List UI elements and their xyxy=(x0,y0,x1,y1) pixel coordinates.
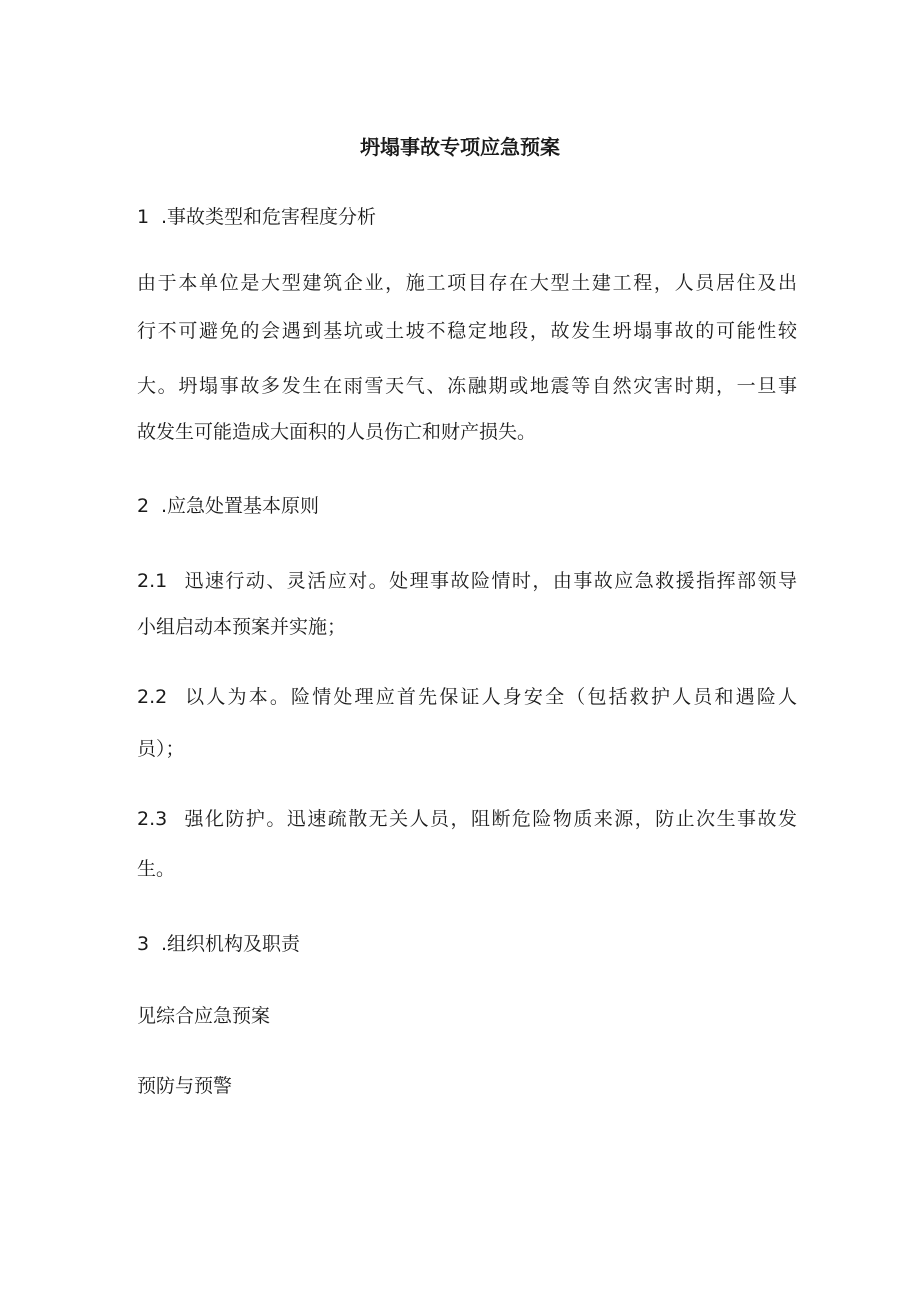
section-4-heading: 预防与预警 xyxy=(137,1075,233,1097)
section-3-title: .组织机构及职责 xyxy=(161,933,301,955)
item-2-1-line-2: 小组启动本预案并实施； xyxy=(137,616,347,638)
section-2-heading xyxy=(137,492,797,520)
document-title: 坍塌事故专项应急预案 xyxy=(360,135,560,159)
section-1-para-line-4: 故发生可能造成大面积的人员伤亡和财产损失。 xyxy=(137,421,537,443)
item-2-1-number: 2.1 xyxy=(137,570,168,592)
item-2-1-line-1 xyxy=(137,567,797,595)
item-2-3-line-1 xyxy=(137,805,797,833)
section-1-heading xyxy=(137,203,797,231)
section-1-number: 1 xyxy=(137,206,150,228)
item-2-2-text: 以人为本。险情处理应首先保证人身安全（包括救护人员和遇险人 xyxy=(183,686,797,708)
section-1-para-line-2: 行不可避免的会遇到基坑或土坡不稳定地段，故发生坍塌事故的可能性较 xyxy=(137,320,797,342)
item-2-2-number: 2.2 xyxy=(137,686,168,708)
section-3-number: 3 xyxy=(137,933,150,955)
section-2-title: .应急处置基本原则 xyxy=(161,495,320,517)
section-1-para-line-3: 大。坍塌事故多发生在雨雪天气、冻融期或地震等自然灾害时期，一旦事 xyxy=(137,375,797,397)
section-3-heading xyxy=(137,930,797,958)
section-1-title: .事故类型和危害程度分析 xyxy=(161,206,377,228)
item-2-2-line-1 xyxy=(137,683,797,711)
section-2-number: 2 xyxy=(137,495,150,517)
item-2-2-line-2: 员）； xyxy=(137,738,185,760)
item-2-3-line-2: 生。 xyxy=(137,858,176,880)
section-3-text: 见综合应急预案 xyxy=(137,1005,271,1027)
item-2-3-number: 2.3 xyxy=(137,808,168,830)
section-1-para-line-1: 由于本单位是大型建筑企业，施工项目存在大型土建工程，人员居住及出 xyxy=(137,272,797,294)
item-2-3-text: 强化防护。迅速疏散无关人员，阻断危险物质来源，防止次生事故发 xyxy=(183,808,797,830)
item-2-1-text: 迅速行动、灵活应对。处理事故险情时，由事故应急救援指挥部领导 xyxy=(183,570,797,592)
